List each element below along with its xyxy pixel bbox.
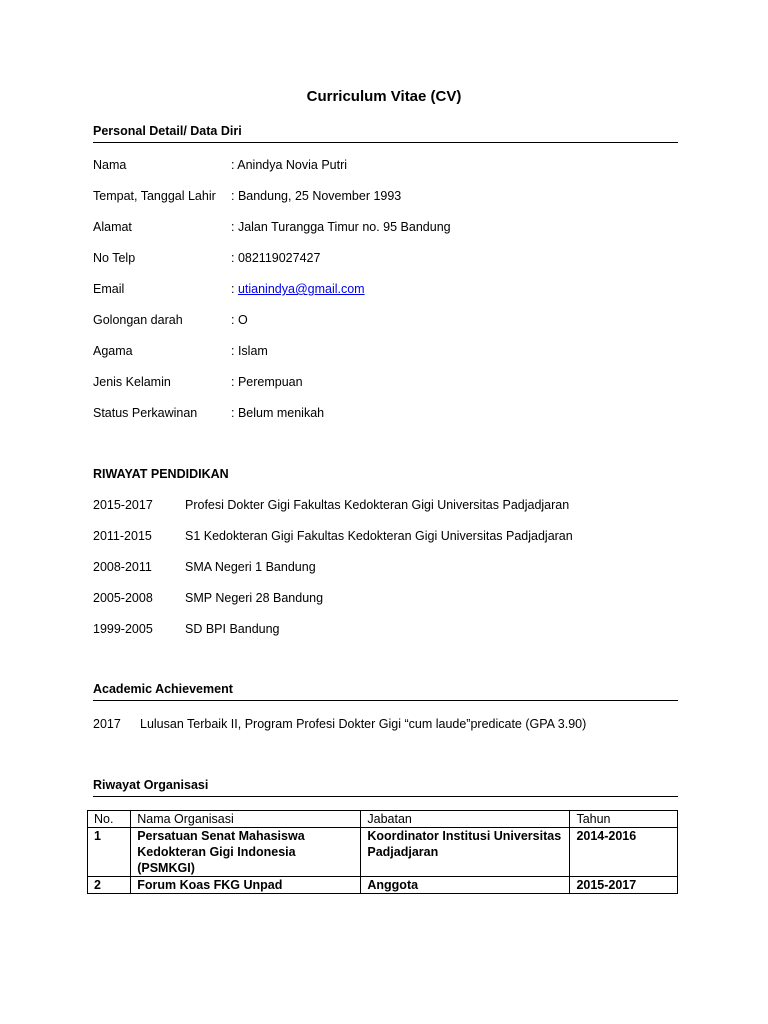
education-years: 1999-2005 xyxy=(93,622,153,636)
page-title: Curriculum Vitae (CV) xyxy=(306,88,462,105)
field-label: Jenis Kelamin xyxy=(93,375,171,389)
education-text: Profesi Dokter Gigi Fakultas Kedokteran Gigi Universitas Padjadjaran xyxy=(185,498,570,512)
education-years: 2015-2017 xyxy=(93,498,153,512)
cell-name: Forum Koas FKG Unpad xyxy=(131,877,361,894)
education-heading: RIWAYAT PENDIDIKAN xyxy=(93,467,229,481)
cell-no: 1 xyxy=(88,828,131,877)
organization-table xyxy=(87,810,678,894)
table-header-row xyxy=(88,811,678,828)
field-value: : Jalan Turangga Timur no. 95 Bandung xyxy=(231,220,451,234)
field-value: : Perempuan xyxy=(231,375,303,389)
email-link[interactable]: utianindya@gmail.com xyxy=(237,282,365,296)
column-header-position: Jabatan xyxy=(361,811,570,828)
education-text: S1 Kedokteran Gigi Fakultas Kedokteran Gigi Universitas Padjadjaran xyxy=(185,529,573,543)
education-text: SD BPI Bandung xyxy=(185,622,280,636)
field-value: : Anindya Novia Putri xyxy=(231,158,348,172)
table-row xyxy=(88,877,678,894)
column-header-name: Nama Organisasi xyxy=(131,811,361,828)
field-label: Golongan darah xyxy=(93,313,183,327)
achievement-text: Lulusan Terbaik II, Program Profesi Dokter Gigi “cum laude”predicate (GPA 3.90) xyxy=(140,717,587,731)
achievement-year: 2017 xyxy=(93,717,121,731)
field-label: Email xyxy=(93,282,125,296)
field-label: Agama xyxy=(93,344,133,358)
cell-name: Persatuan Senat Mahasiswa Kedokteran Gigi Indonesia (PSMKGI) xyxy=(131,828,361,877)
field-value: : 082119027427 xyxy=(231,251,321,265)
field-label: Alamat xyxy=(93,220,132,234)
cell-no: 2 xyxy=(88,877,131,894)
field-label: Nama xyxy=(93,158,127,172)
table-row xyxy=(88,828,678,877)
achievement-heading: Academic Achievement xyxy=(93,682,678,701)
education-text: SMP Negeri 28 Bandung xyxy=(185,591,324,605)
field-label: Tempat, Tanggal Lahir xyxy=(93,189,216,203)
education-years: 2011-2015 xyxy=(93,529,152,543)
cell-years: 2014-2016 xyxy=(570,828,678,877)
field-value: : Bandung, 25 November 1993 xyxy=(231,189,402,203)
education-years: 2005-2008 xyxy=(93,591,153,605)
cell-years: 2015-2017 xyxy=(570,877,678,894)
field-label: No Telp xyxy=(93,251,136,265)
column-header-years: Tahun xyxy=(570,811,678,828)
field-value: : Islam xyxy=(231,344,268,358)
column-header-no: No. xyxy=(88,811,131,828)
organization-heading: Riwayat Organisasi xyxy=(93,778,678,797)
personal-heading: Personal Detail/ Data Diri xyxy=(93,124,678,143)
email-prefix: : xyxy=(231,282,238,296)
field-label: Status Perkawinan xyxy=(93,406,198,420)
field-value: : O xyxy=(231,313,248,327)
field-value xyxy=(231,281,365,297)
field-value: : Belum menikah xyxy=(231,406,325,420)
cell-position: Koordinator Institusi Universitas Padjadjaran xyxy=(361,828,570,877)
cell-position: Anggota xyxy=(361,877,570,894)
education-text: SMA Negeri 1 Bandung xyxy=(185,560,316,574)
education-years: 2008-2011 xyxy=(93,560,152,574)
